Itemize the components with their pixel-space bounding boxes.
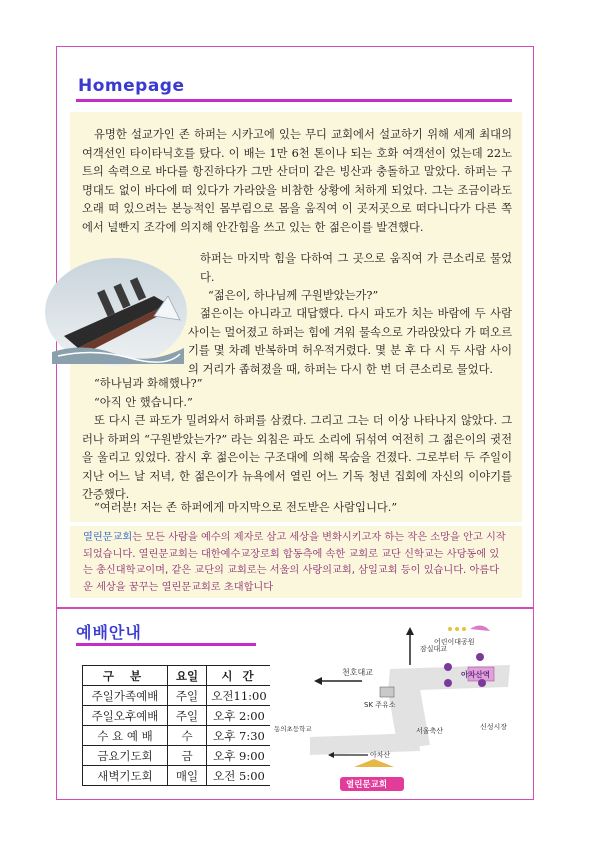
row-day: 매일 <box>168 766 207 786</box>
church-name-highlight: 열린문교회 <box>83 532 133 543</box>
table-header-row <box>83 666 272 686</box>
map-exit-icon <box>444 663 452 671</box>
map-label-achasan-station: 아차산역 <box>461 670 490 679</box>
row-day: 수 <box>168 726 207 746</box>
table-row <box>83 766 272 786</box>
map-label-church: 열린문교회 <box>346 780 388 790</box>
worship-title: 예배안내 <box>76 623 142 642</box>
row-category: 주일오후예배 <box>83 706 168 726</box>
map-exit-icon <box>444 679 452 687</box>
row-time: 오후 7:30 <box>207 726 272 746</box>
row-category: 주일가족예배 <box>83 686 168 706</box>
map-label-jamsil-bridge: 잠실대교 <box>420 645 448 653</box>
worship-title-rule <box>76 643 256 646</box>
story-quote-1: “젊은이, 하나님께 구원받았는가?” <box>208 289 379 302</box>
map-label-seoul-chuksan: 서울축산 <box>416 727 444 735</box>
story-paragraph-4: 또 다시 큰 파도가 밀려와서 하퍼를 삼켰다. 그리고 그는 더 이상 나타나지 않았다. 그러나 하퍼의 “구원받았는가?” 라는 외침은 파도 소리에 뒤섞여 여전히 그 젊은이의 귓전을 울리고 있었다. 잠시 후 젊은이는 구조대에 의해 목숨을 건졌다. 그로부터 두 주일이 지난 어느 날 저녁, 한 젊은이가 뉴욕에서 열린 어느 기독 청년 집회에 자신의 이야기를 간증했다. <box>82 414 512 501</box>
map-flower-icon <box>462 627 466 631</box>
story-paragraph-1: 유명한 설교가인 존 하퍼는 시카고에 있는 무디 교회에서 설교하기 위해 세계 최대의 여객선인 타이타닉호를 탔다. 이 배는 1만 6천 톤이나 되는 호화 여객선이 었는데 22노트의 속력으로 바다를 항진하다가 그만 산더미 같은 빙산과 충돌하고 말았다. 하퍼는 구명대도 없이 바다에 떠 있다가 가라앉을 비참한 상황에 처하게 되었다. 그는 조금이라도 오래 떠 있으려는 본능적인 몸부림으로 몸을 움직여 이 곳저곳으로 떠다니다가 다른 쪽에서 널빤지 조각에 의지해 안간힘을 쓰고 있는 한 젊은이를 발견했다. <box>82 128 512 234</box>
map-label-cheonho-bridge: 천호대교 <box>342 668 373 677</box>
homepage-title: Homepage <box>78 76 185 96</box>
row-category: 수 요 예 배 <box>83 726 168 746</box>
map-gas-station-icon <box>380 687 394 697</box>
row-time: 오후 2:00 <box>207 706 272 726</box>
table-row <box>83 686 272 706</box>
story-paragraph-3: 젊은이는 아니라고 대답했다. 다시 파도가 치는 바람에 두 사람 사이는 멀어졌고 하퍼는 힘에 겨워 물속으로 가라앉았다 가 떠오르기를 몇 차례 반복하며 허우적거렸다. 몇 분 후 다 시 두 사람 사이의 거리가 좁혀졌을 때, 하퍼는 다시 한 번 더 큰소리로 물었다. <box>188 307 512 376</box>
homepage-title-rule <box>76 99 512 102</box>
map-exit-icon <box>476 653 484 661</box>
map-exit-icon <box>478 679 486 687</box>
row-day: 금 <box>168 746 207 766</box>
row-day: 주일 <box>168 686 207 706</box>
row-day: 주일 <box>168 706 207 726</box>
titanic-illustration <box>44 256 188 368</box>
church-intro-text <box>83 530 507 596</box>
header-category: 구 분 <box>83 666 168 686</box>
map-label-shinseong-market: 신성시장 <box>480 723 508 731</box>
row-time: 오전 5:00 <box>207 766 272 786</box>
table-row <box>83 706 272 726</box>
map-label-achasan: 아차산 <box>370 751 391 759</box>
church-intro-body: 는 모든 사람을 예수의 제자로 삼고 세상을 변화시키고자 하는 작은 소망을 안고 시작되었습니다. 열린문교회는 대한예수교장로회 합동측에 속한 교회로 교단 신학교는 사당동에 있는 총신대학교이며, 같은 교단의 교회로는 서울의 사랑의교회, 삼일교회 등이 있습니다. 아름다운 세상을 꿈꾸는 열린문교회로 초대합니다 <box>83 532 506 593</box>
map-label-sk-gas: SK 주유소 <box>364 701 396 709</box>
map-flower-icon <box>455 627 459 631</box>
row-category: 금요기도회 <box>83 746 168 766</box>
story-paragraph-2: 하퍼는 마지막 힘을 다하여 그 곳으로 움직여 가 큰소리로 물었다. <box>200 252 512 284</box>
story-quote-4: “여러분! 저는 존 하퍼에게 마지막으로 전도받은 사람입니다.” <box>94 501 398 514</box>
table-row <box>83 726 272 746</box>
header-day: 요일 <box>168 666 207 686</box>
row-category: 새벽기도회 <box>83 766 168 786</box>
map-label-dongui-school: 동의초등학교 <box>274 725 312 733</box>
church-location-map <box>270 625 532 797</box>
row-time: 오전11:00 <box>207 686 272 706</box>
map-label-childrens-park: 어린이대공원 <box>434 638 475 646</box>
story-quote-3: “아직 안 했습니다.” <box>94 396 193 409</box>
map-flower-icon <box>448 627 452 631</box>
table-row <box>83 746 272 766</box>
worship-schedule-table <box>82 665 272 786</box>
header-time: 시 간 <box>207 666 272 686</box>
row-time: 오후 9:00 <box>207 746 272 766</box>
story-quote-2: “하나님과 화해했나?” <box>94 377 203 390</box>
